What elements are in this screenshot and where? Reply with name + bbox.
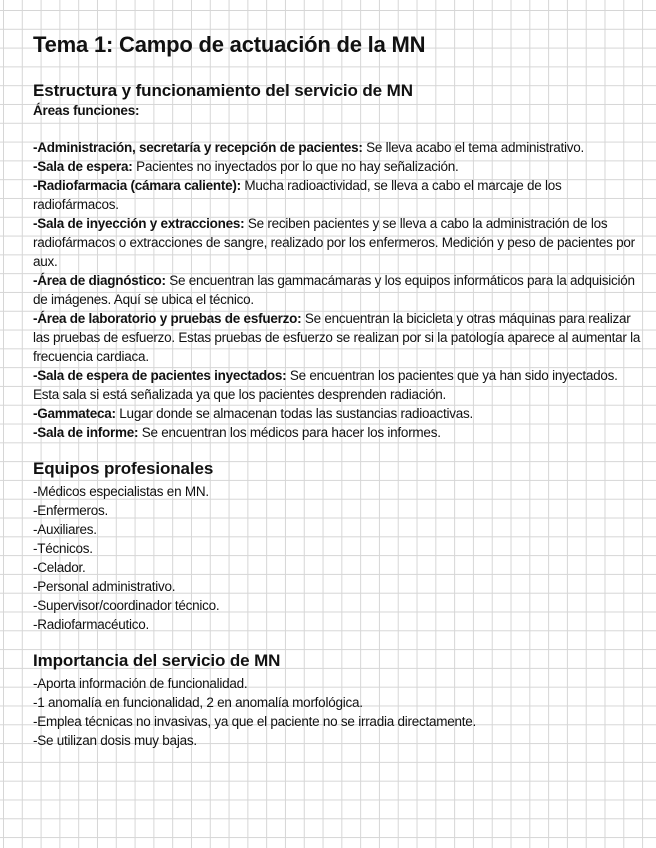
area-item bbox=[33, 138, 645, 157]
area-text: Se encuentran los médicos para hacer los informes. bbox=[138, 425, 441, 440]
area-text: Se lleva acabo el tema administrativo. bbox=[362, 140, 585, 155]
list-item: -Radiofarmacéutico. bbox=[33, 617, 150, 632]
section-heading-equipos: Equipos profesionales bbox=[33, 459, 214, 478]
area-text: Se encuentran los pacientes que ya han sido inyectados. Esta sala si está señalizada ya que los pacientes desprenden radiación. bbox=[33, 368, 618, 402]
document-title: Tema 1: Campo de actuación de la MN bbox=[33, 32, 426, 57]
area-label: -Sala de espera: bbox=[33, 159, 133, 174]
area-label: -Administración, secretaría y recepción de pacientes: bbox=[33, 140, 363, 155]
area-item bbox=[33, 309, 645, 366]
area-label: -Radiofarmacia (cámara caliente): bbox=[33, 178, 241, 193]
section-importancia bbox=[33, 650, 645, 750]
importancia-list bbox=[33, 674, 645, 750]
section-heading-estructura: Estructura y funcionamiento del servicio de MN bbox=[33, 81, 413, 100]
area-item bbox=[33, 366, 645, 404]
subheading-areas: Áreas funciones: bbox=[33, 103, 140, 118]
list-item: -1 anomalía en funcionalidad, 2 en anomalía morfológica. bbox=[33, 695, 363, 710]
area-label: -Gammateca: bbox=[33, 406, 116, 421]
area-item bbox=[33, 176, 645, 214]
list-item: -Técnicos. bbox=[33, 541, 93, 556]
area-item bbox=[33, 423, 645, 442]
list-item: -Celador. bbox=[33, 560, 86, 575]
area-label: -Área de laboratorio y pruebas de esfuerzo: bbox=[33, 311, 302, 326]
area-label: -Sala de informe: bbox=[33, 425, 139, 440]
list-item: -Se utilizan dosis muy bajas. bbox=[33, 733, 197, 748]
list-item: -Personal administrativo. bbox=[33, 579, 176, 594]
area-text: Mucha radioactividad, se lleva a cabo el marcaje de los radiofármacos. bbox=[33, 178, 562, 212]
document-page bbox=[33, 30, 645, 766]
list-item: -Aporta información de funcionalidad. bbox=[33, 676, 248, 691]
area-label: -Sala de espera de pacientes inyectados: bbox=[33, 368, 287, 383]
section-heading-importancia: Importancia del servicio de MN bbox=[33, 651, 281, 670]
area-label: -Área de diagnóstico: bbox=[33, 273, 166, 288]
list-item: -Médicos especialistas en MN. bbox=[33, 484, 209, 499]
area-text: Pacientes no inyectados por lo que no hay señalización. bbox=[132, 159, 459, 174]
list-item: -Emplea técnicas no invasivas, ya que el paciente no se irradia directamente. bbox=[33, 714, 476, 729]
area-item bbox=[33, 404, 645, 423]
equipos-list bbox=[33, 482, 645, 634]
list-item: -Auxiliares. bbox=[33, 522, 97, 537]
area-item bbox=[33, 214, 645, 271]
area-item bbox=[33, 157, 645, 176]
list-item: -Enfermeros. bbox=[33, 503, 109, 518]
section-estructura bbox=[33, 80, 645, 442]
area-label: -Sala de inyección y extracciones: bbox=[33, 216, 245, 231]
area-text: Se reciben pacientes y se lleva a cabo la administración de los radiofármacos o extracciones de sangre, realizado por los enfermeros. Medición y peso de pacientes por aux. bbox=[33, 216, 635, 269]
area-item bbox=[33, 271, 645, 309]
area-text: Se encuentran las gammacámaras y los equipos informáticos para la adquisición de imágenes. Aquí se ubica el técnico. bbox=[33, 273, 635, 307]
list-item: -Supervisor/coordinador técnico. bbox=[33, 598, 220, 613]
section-equipos bbox=[33, 458, 645, 634]
area-text: Se encuentran la bicicleta y otras máquinas para realizar las pruebas de esfuerzo. Estas pruebas de esfuerzo se realizan por si la patología aparece al aumentar la frecuencia cardiaca. bbox=[33, 311, 641, 364]
areas-list bbox=[33, 138, 645, 442]
area-text: Lugar donde se almacenan todas las sustancias radioactivas. bbox=[115, 406, 474, 421]
